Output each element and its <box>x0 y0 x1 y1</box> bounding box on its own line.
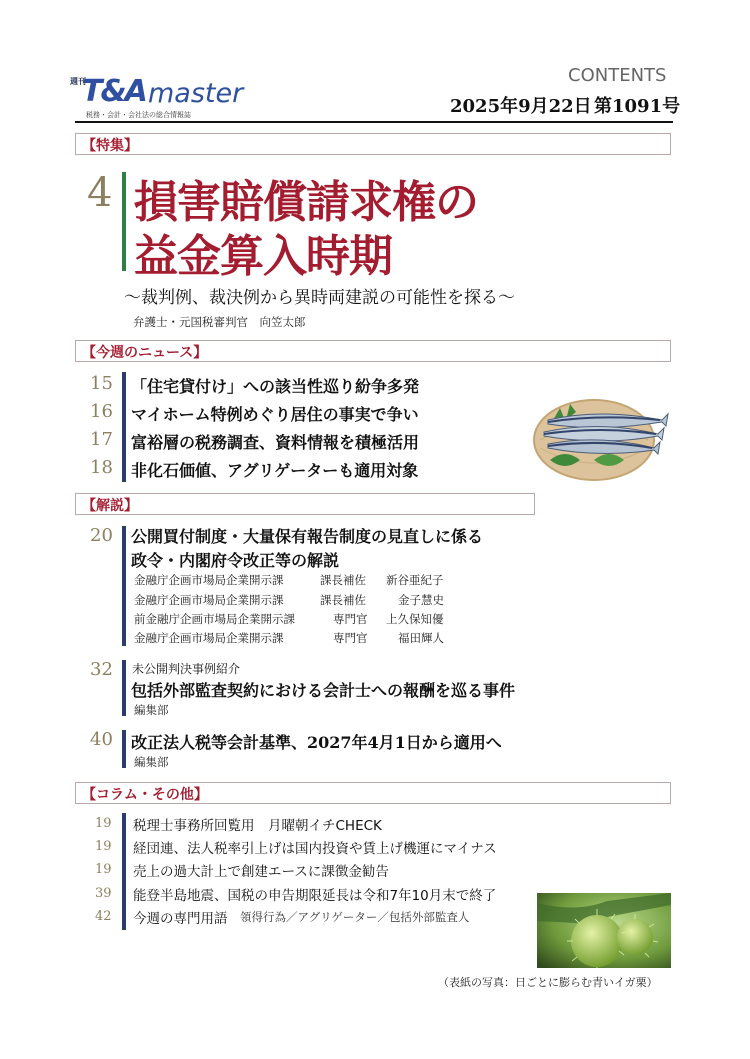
issue-date: 2025年9月22日 <box>450 96 592 117</box>
author-name: 新谷亜紀子 <box>386 573 444 587</box>
chestnut-burr-photo <box>537 893 671 968</box>
news-page-number: 15 <box>90 373 113 394</box>
column-title: 税理士事務所回覧用 月曜朝イチCHECK <box>133 818 382 834</box>
saury-illustration <box>530 390 670 495</box>
author-role: 専門官 <box>333 612 368 626</box>
news-title: マイホーム特例めぐり居住の事実で争い <box>131 405 419 424</box>
news-title: 非化石価値、アグリゲーターも適用対象 <box>131 461 419 480</box>
column-page-number: 19 <box>95 862 112 877</box>
author-role: 課長補佐 <box>320 573 366 587</box>
column-title: 能登半島地震、国税の申告期限延長は令和7年10月末で終了 <box>133 888 497 904</box>
masthead-logo <box>70 74 260 122</box>
commentary-section-label: 【解説】 <box>82 498 138 514</box>
column-title: 今週の専門用語 <box>133 911 228 927</box>
column-page-number: 19 <box>95 839 112 854</box>
column-extra: 領得行為／アグリゲーター／包括外部監査人 <box>240 910 470 924</box>
commentary-section-header <box>75 493 535 515</box>
author-name: 福田輝人 <box>398 631 444 645</box>
feature-bar <box>122 172 126 271</box>
author-org: 金融庁企画市場局企業開示課 <box>134 593 284 607</box>
column-title: 売上の過大計上で創建エースに課徴金勧告 <box>133 864 389 880</box>
logo-ta: T&A <box>82 74 146 109</box>
author-org: 金融庁企画市場局企業開示課 <box>134 631 284 645</box>
news-section-label: 【今週のニュース】 <box>82 345 208 361</box>
article-bar <box>122 730 126 768</box>
news-bar <box>122 372 126 482</box>
article-kicker: 未公開判決事例紹介 <box>132 662 241 676</box>
article-byline: 編集部 <box>134 703 169 717</box>
logo-weekly: 週刊 <box>70 77 86 86</box>
author-name: 上久保知優 <box>386 612 444 626</box>
cover-caption: （表紙の写真：日ごとに膨らむ青いイガ栗） <box>438 976 658 989</box>
article-page-number: 20 <box>90 525 113 546</box>
burr-shape <box>617 919 653 955</box>
author-org: 前金融庁企画市場局企業開示課 <box>134 612 295 626</box>
columns-section-label: 【コラム・その他】 <box>82 787 208 803</box>
feature-subtitle: ～裁判例、裁決例から異時両建説の可能性を探る～ <box>124 288 515 308</box>
news-section-header <box>75 340 671 362</box>
news-page-number: 17 <box>90 429 113 450</box>
article-title-line1: 公開買付制度・大量保有報告制度の見直しに係る <box>131 527 484 546</box>
contents-label: CONTENTS <box>568 65 667 86</box>
news-title: 富裕層の税務調査、資料情報を積極活用 <box>131 433 420 452</box>
feature-page-number: 4 <box>87 170 113 216</box>
feature-title-line1: 損害賠償請求権の <box>134 177 478 228</box>
article-bar <box>122 660 126 716</box>
author-role: 課長補佐 <box>320 593 366 607</box>
article-byline: 編集部 <box>134 755 169 769</box>
columns-section-header <box>75 782 671 804</box>
feature-author: 弁護士・元国税審判官 向笠太郎 <box>133 315 306 329</box>
author-role: 専門官 <box>333 631 368 645</box>
article-page-number: 40 <box>90 729 113 750</box>
column-title: 経団連、法人税率引上げは国内投資や賃上げ機運にマイナス <box>133 841 497 857</box>
author-name: 金子慧史 <box>398 593 444 607</box>
article-title: 包括外部監査契約における会計士への報酬を巡る事件 <box>131 681 516 700</box>
news-title: 「住宅貸付け」への該当性巡り紛争多発 <box>131 377 420 396</box>
logo-master: master <box>148 78 244 109</box>
column-page-number: 42 <box>95 909 112 924</box>
header-rule <box>75 121 673 123</box>
feature-title-line2: 益金算入時期 <box>134 231 392 282</box>
columns-bar <box>122 813 126 930</box>
article-title: 改正法人税等会計基準、2027年4月1日から適用へ <box>131 733 502 752</box>
feature-section-label: 【特集】 <box>82 138 138 154</box>
article-bar <box>122 526 126 646</box>
logo-tagline: 税務・会計・会社法の総合情報誌 <box>86 111 191 119</box>
news-page-number: 18 <box>90 457 113 478</box>
news-page-number: 16 <box>90 401 113 422</box>
author-org: 金融庁企画市場局企業開示課 <box>134 573 284 587</box>
column-page-number: 39 <box>95 886 112 901</box>
issue-number: 第1091号 <box>594 96 681 117</box>
article-page-number: 32 <box>90 659 113 680</box>
article-title-line2: 政令・内閣府令改正等の解説 <box>131 551 340 570</box>
column-page-number: 19 <box>95 816 112 831</box>
feature-section-header <box>75 133 671 155</box>
